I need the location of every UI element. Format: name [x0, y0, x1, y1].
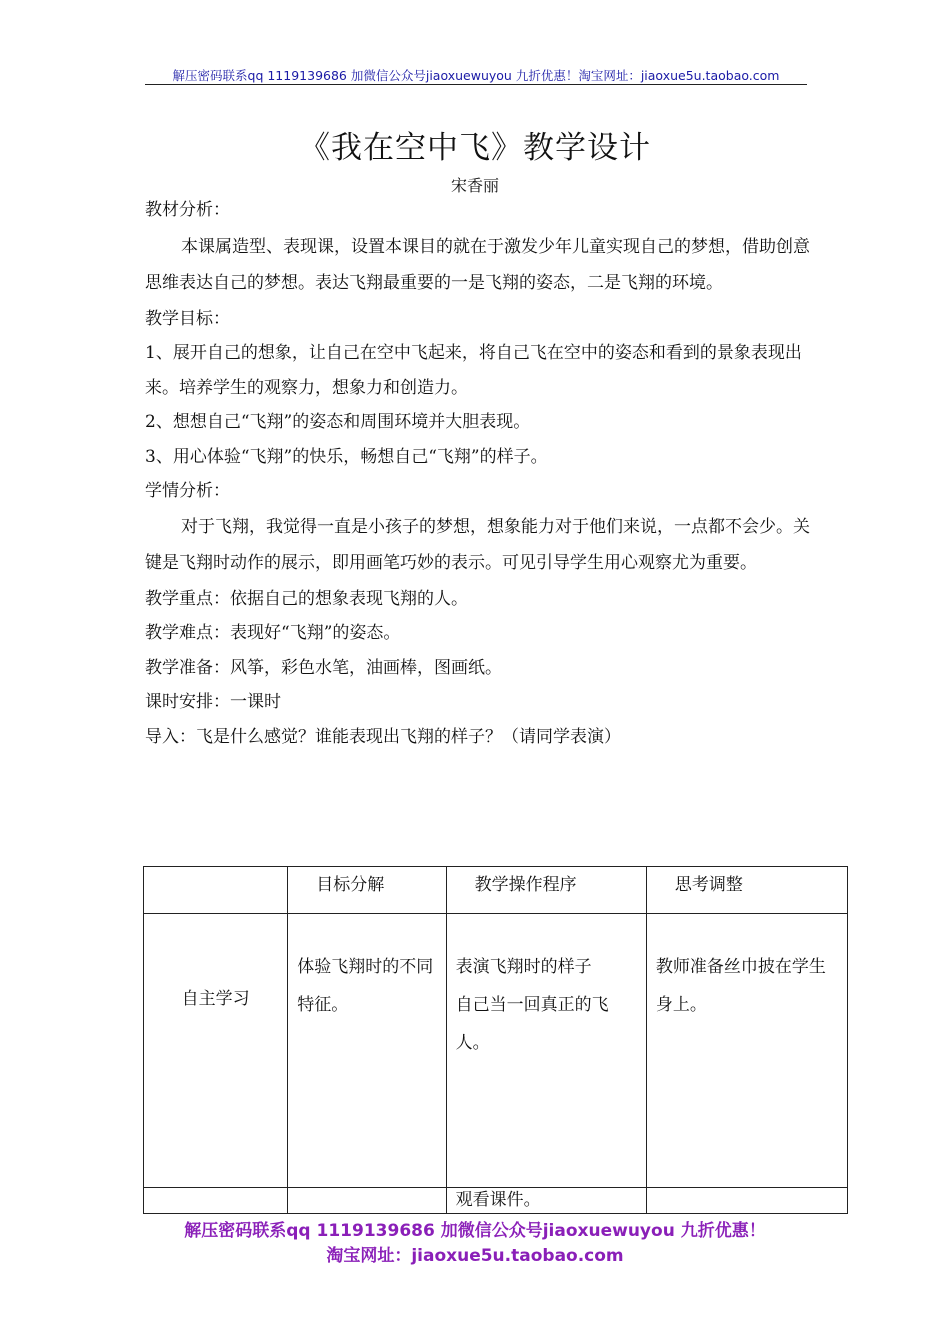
table-cell-goal: 体验飞翔时的不同特征。: [288, 914, 446, 1188]
table-cell-adjust: 教师准备丝巾披在学生身上。: [646, 914, 847, 1188]
learner-heading: 学情分析：: [145, 481, 230, 501]
table-cell-procedure: 观看课件。: [446, 1188, 646, 1214]
learner-paragraph: 对于飞翔，我觉得一直是小孩子的梦想，想象能力对于他们来说，一点都不会少。关键是飞翔时动作的展示，即用画笔巧妙的表示。可见引导学生用心观察尤为重要。: [145, 516, 810, 573]
table-cell-adjust: [646, 1188, 847, 1214]
goals-heading: 教学目标：: [145, 308, 230, 329]
header-divider: [145, 84, 807, 85]
table-header-row: [144, 867, 848, 914]
table-cell-stage: 自主学习: [144, 914, 288, 1188]
page-header: 解压密码联系qq 1119139686 加微信公众号jiaoxuewuyou 九折优惠！淘宝网址：jiaoxue5u.taobao.com: [172, 68, 780, 83]
difficulty-point: 教学难点：表现好“飞翔”的姿态。: [145, 623, 401, 643]
analysis-heading: 教材分析：: [145, 200, 230, 220]
table-header-cell: 教学操作程序: [446, 867, 646, 914]
procedure-line: 表演飞翔时的样子: [455, 957, 592, 977]
table-header-cell: 思考调整: [646, 867, 847, 914]
table-cell-goal: [288, 1188, 446, 1214]
table-row: [144, 914, 848, 1188]
goal-item-3: 3、用心体验“飞翔”的快乐，畅想自己“飞翔”的样子。: [145, 446, 548, 467]
page-footer: [0, 1219, 950, 1269]
table-cell-procedure: [446, 914, 646, 1188]
analysis-paragraph: 本课属造型、表现课，设置本课目的就在于激发少年儿童实现自己的梦想，借助创意思维表达自己的梦想。表达飞翔最重要的一是飞翔的姿态，二是飞翔的环境。: [145, 236, 810, 293]
table-row: [144, 1188, 848, 1214]
author-name: 宋香丽: [450, 176, 499, 195]
procedure-line: 自己当一回真正的飞人。: [455, 995, 609, 1053]
table-header-cell: [144, 867, 288, 914]
table-cell-stage: [144, 1188, 288, 1214]
key-point: 教学重点：依据自己的想象表现飞翔的人。: [145, 588, 468, 609]
intro: 导入：飞是什么感觉？谁能表现出飞翔的样子？（请同学表演）: [145, 726, 621, 747]
document-body: [145, 192, 810, 754]
goal-item-1: 1、展开自己的想象，让自己在空中飞起来，将自己飞在空中的姿态和看到的景象表现出来。培养学生的观察力，想象力和创造力。: [145, 343, 802, 398]
footer-line-2: 淘宝网址：jiaoxue5u.taobao.com: [326, 1246, 624, 1266]
lesson-plan-table: [143, 866, 848, 1214]
footer-line-1: 解压密码联系qq 1119139686 加微信公众号jiaoxuewuyou 九折优惠！: [184, 1221, 766, 1241]
goal-item-2: 2、想想自己“飞翔”的姿态和周围环境并大胆表现。: [145, 412, 531, 432]
table-header-cell: 目标分解: [288, 867, 446, 914]
document-title: 《我在空中飞》教学设计: [299, 130, 651, 166]
preparation: 教学准备：风筝，彩色水笔，油画棒，图画纸。: [145, 657, 502, 678]
schedule: 课时安排：一课时: [145, 692, 281, 712]
